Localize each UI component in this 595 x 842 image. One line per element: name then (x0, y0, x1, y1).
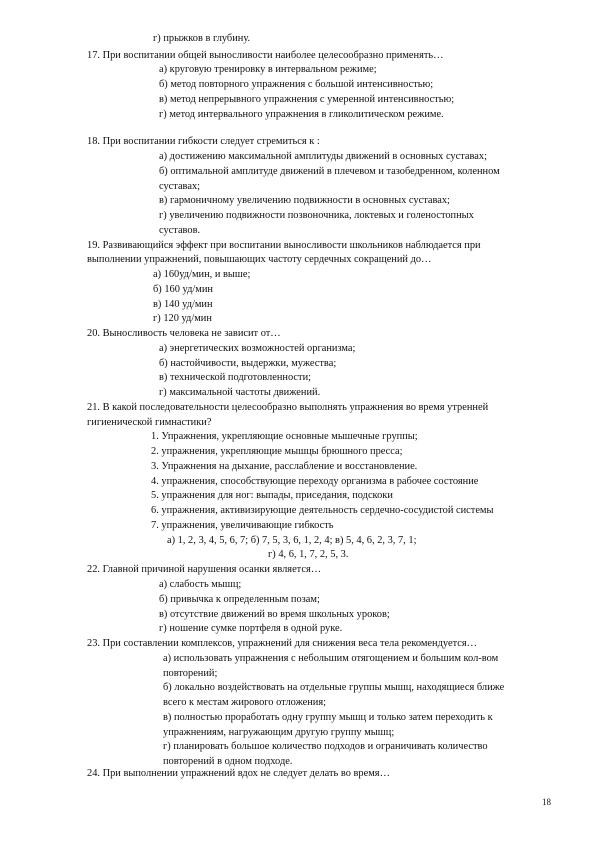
question-18: 18. При воспитании гибкости следует стремиться к : (87, 136, 320, 148)
question-20: 20. Выносливость человека не зависит от… (87, 328, 281, 340)
answer-option-continued: суставах; (159, 180, 201, 192)
answer-option: б) настойчивости, выдержки, мужества; (159, 357, 337, 369)
answer-option: б) оптимальной амплитуде движений в плечевом и тазобедренном, коленном (159, 165, 500, 177)
answer-option-continued: всего к местам жирового отложения; (163, 697, 327, 708)
question-21-continued: гигиенической гимнастики? (87, 416, 212, 428)
answer-option: в) полностью проработать одну группу мышц и только затем переходить к (163, 711, 493, 723)
answer-option: г) 120 уд/мин (153, 313, 212, 325)
question-19-continued: выполнении упражнений, повышающих частоту сердечных сокращений до… (87, 254, 432, 266)
question-24: 24. При выполнении упражнений вдох не следует делать во время… (87, 768, 390, 779)
answer-option: б) 160 уд/мин (153, 283, 213, 295)
answer-option: а) круговую тренировку в интервальном режиме; (159, 64, 377, 76)
answer-option-continued: суставов. (159, 224, 201, 236)
answer-option: а) 160уд/мин, и выше; (153, 269, 251, 281)
answer-option-continued: повторений; (163, 667, 218, 679)
answer-option: г) метод интервального упражнения в гликолитическом режиме. (159, 108, 444, 120)
answer-option: г) планировать большое количество подходов и ограничивать количество (163, 741, 488, 753)
list-item: 5. упражнения для ног: выпады, приседания, подскоки (151, 490, 393, 502)
answer-option: б) привычка к определенным позам; (159, 593, 320, 605)
answer-option: г) 4, 6, 1, 7, 2, 5, 3. (268, 549, 349, 561)
answer-option: в) отсутствие движений во время школьных уроков; (159, 608, 390, 620)
question-22: 22. Главной причиной нарушения осанки является… (87, 564, 322, 576)
answer-option: в) гармоничному увеличению подвижности в основных суставах; (159, 195, 450, 207)
page-number: 18 (542, 797, 551, 807)
answer-option: г) увеличению подвижности позвоночника, локтевых и голеностопных (159, 210, 474, 222)
answer-option: а) слабость мышц; (159, 578, 242, 590)
answer-option: г) ношение сумке портфеля в одной руке. (159, 623, 343, 635)
list-item: 3. Упражнения на дыхание, расслабление и восстановление. (151, 460, 418, 472)
answer-option: в) технической подготовленности; (159, 372, 312, 384)
answer-option-continued: повторений в одном подходе. (163, 756, 293, 767)
answer-option: а) использовать упражнения с небольшим отягощением и большим кол-вом (163, 652, 499, 664)
list-item: 7. упражнения, увеличивающие гибкость (151, 519, 334, 531)
answer-option: б) локально воздействовать на отдельные группы мышц, находящиеся ближе (163, 682, 505, 694)
answer-option: в) 140 уд/мин (153, 298, 213, 310)
question-21: 21. В какой последовательности целесообразно выполнять упражнения во время утренней (87, 401, 489, 413)
list-item: 4. упражнения, способствующие переходу организма в рабочее состояние (151, 475, 479, 487)
question-17: 17. При воспитании общей выносливости наиболее целесообразно применять… (87, 49, 444, 61)
answer-option: б) метод повторного упражнения с большой интенсивностью; (159, 79, 434, 91)
answer-options-row: а) 1, 2, 3, 4, 5, 6, 7; б) 7, 5, 3, 6, 1, 2, 4; в) 5, 4, 6, 2, 3, 7, 1; (167, 534, 417, 546)
answer-option: г) максимальной частоты движений. (159, 387, 321, 399)
question-19: 19. Развивающийся эффект при воспитании выносливости школьников наблюдается при (87, 239, 481, 251)
question-23: 23. При составлении комплексов, упражнений для снижения веса тела рекомендуется… (87, 638, 478, 649)
answer-option-continued: упражнениям, нагружающим другую группу мышц; (163, 726, 395, 738)
answer-option: а) достижению максимальной амплитуды движений в основных суставах; (159, 151, 487, 162)
answer-option: а) энергетических возможностей организма; (159, 342, 356, 354)
list-item: 6. упражнения, активизирующие деятельность сердечно-сосудистой системы (151, 505, 494, 517)
answer-option: в) метод непрерывного упражнения с умеренной интенсивностью; (159, 93, 455, 105)
list-item: 2. упражнения, укрепляющие мышцы брюшного пресса; (151, 446, 403, 458)
text-line: г) прыжков в глубину. (153, 33, 251, 44)
list-item: 1. Упражнения, укрепляющие основные мышечные группы; (151, 431, 418, 443)
